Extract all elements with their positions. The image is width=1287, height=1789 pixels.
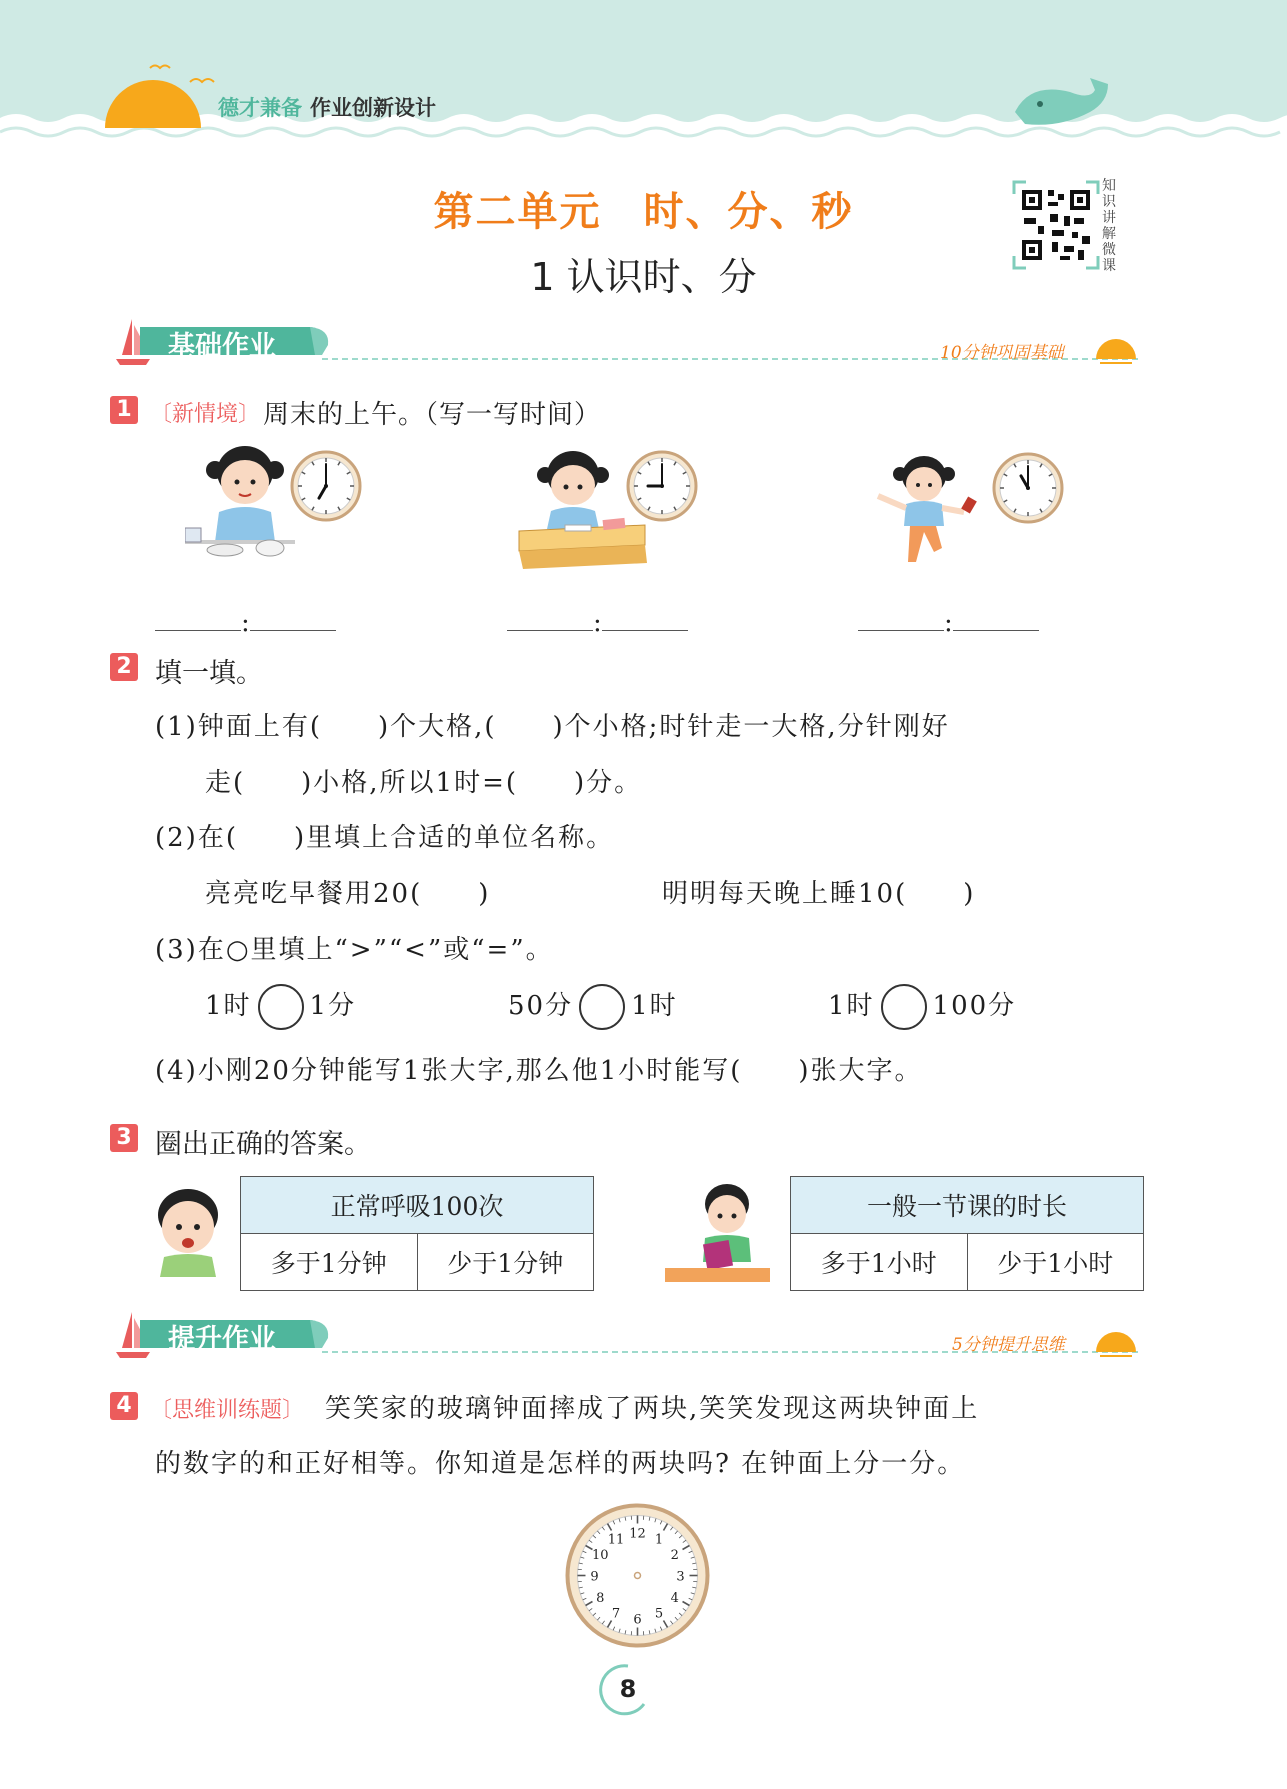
- boy-icon: [150, 1185, 225, 1277]
- series-subtitle: 作业创新设计: [310, 96, 436, 120]
- clock-numeral: 8: [596, 1591, 605, 1606]
- answer-blank-1[interactable]: [155, 608, 336, 638]
- compare-circle-3[interactable]: [881, 984, 927, 1030]
- colon: :: [241, 608, 250, 638]
- q2-part2-a: 亮亮吃早餐用20( ): [205, 879, 491, 909]
- colon: :: [593, 608, 602, 638]
- clock-numeral: 9: [590, 1569, 599, 1585]
- question-number-3: 3: [110, 1124, 138, 1152]
- compare-right: 100分: [932, 991, 1017, 1021]
- clock-numeral: 5: [654, 1606, 664, 1622]
- q2-part3: (3)在○里填上“>”“<”或“=”。: [155, 935, 554, 965]
- lesson-title: 1 认识时、分: [530, 255, 757, 299]
- clock-2-icon: [626, 450, 698, 522]
- answer-blank-3[interactable]: [858, 608, 1039, 638]
- question-tag-4: 〔思维训练题〕: [150, 1398, 305, 1423]
- question-number-2: 2: [110, 653, 138, 681]
- q2-part2-b: 明明每天晚上睡10( ): [662, 879, 976, 909]
- compare-left: 50分: [508, 991, 574, 1021]
- question-text-1: 周末的上午。（写一写时间）: [263, 400, 602, 430]
- compare-circle-2[interactable]: [579, 984, 625, 1030]
- answer-table-1: [240, 1176, 594, 1291]
- compare-left: 1时: [205, 991, 252, 1021]
- clock-numeral: 3: [676, 1569, 685, 1585]
- answer-blank-2[interactable]: [507, 608, 688, 638]
- question-text-4-line1: 笑笑家的玻璃钟面摔成了两块,笑笑发现这两块钟面上: [325, 1394, 980, 1424]
- boy-reading-icon: [665, 1180, 775, 1285]
- colon: :: [944, 608, 953, 638]
- option-cell[interactable]: 多于1分钟: [241, 1234, 418, 1291]
- q2-part4: (4)小刚20分钟能写1张大字,那么他1小时能写( )张大字。: [155, 1056, 923, 1086]
- compare-item-1: [205, 984, 356, 1030]
- option-cell[interactable]: 少于1分钟: [417, 1234, 594, 1291]
- clock-numeral: 10: [591, 1548, 609, 1563]
- q2-part2: (2)在( )里填上合适的单位名称。: [155, 823, 615, 853]
- table-head: 正常呼吸100次: [241, 1177, 594, 1234]
- clock-1-icon: [290, 450, 362, 522]
- girl-playing-icon: [872, 452, 982, 582]
- compare-left: 1时: [828, 991, 875, 1021]
- clock-numeral: 2: [670, 1548, 679, 1563]
- question-text-4-line2: 的数字的和正好相等。你知道是怎样的两块吗? 在钟面上分一分。: [155, 1449, 966, 1479]
- series-name: 德才兼备: [218, 96, 302, 120]
- option-cell[interactable]: 多于1小时: [791, 1234, 968, 1291]
- question-title-2: 填一填。: [155, 658, 263, 689]
- girl-eating-breakfast-icon: [185, 442, 295, 567]
- q2-part1-line1: (1)钟面上有( )个大格,( )个小格;时针走一大格,分针刚好: [155, 712, 950, 742]
- clock-numeral: 4: [670, 1591, 679, 1606]
- compare-item-3: [828, 984, 1016, 1030]
- clock-face-icon[interactable]: [565, 1503, 710, 1648]
- clock-numeral: 12: [629, 1526, 646, 1542]
- option-cell[interactable]: 少于1小时: [967, 1234, 1144, 1291]
- qr-code-icon[interactable]: [1012, 180, 1100, 270]
- compare-right: 1时: [631, 991, 678, 1021]
- question-tag-1: 〔新情境〕: [150, 402, 261, 427]
- question-number-1: 1: [110, 396, 138, 424]
- section-label-basic: 基础作业: [168, 331, 276, 362]
- unit-title: 第二单元 时、分、秒: [433, 189, 854, 235]
- header-band: [0, 0, 1287, 150]
- compare-item-2: [508, 984, 678, 1030]
- page-number: 8: [619, 1675, 637, 1703]
- qr-caption: 知识讲解微课: [1102, 178, 1116, 274]
- table-head: 一般一节课的时长: [791, 1177, 1144, 1234]
- section-note-advanced: 5分钟提升思维: [952, 1335, 1065, 1355]
- clock-3-icon: [992, 452, 1064, 524]
- clock-numeral: 6: [633, 1612, 642, 1628]
- question-title-3: 圈出正确的答案。: [155, 1129, 371, 1160]
- question-number-4: 4: [110, 1392, 138, 1420]
- answer-table-2: [790, 1176, 1144, 1291]
- clock-numeral: 11: [607, 1532, 625, 1548]
- compare-circle-1[interactable]: [258, 984, 304, 1030]
- section-label-advanced: 提升作业: [168, 1324, 276, 1355]
- clock-numeral: 1: [654, 1532, 664, 1548]
- clock-numeral: 7: [611, 1606, 621, 1622]
- q2-part1-line2: 走( )小格,所以1时=( )分。: [205, 768, 643, 798]
- section-note-basic: 10分钟巩固基础: [940, 343, 1064, 363]
- compare-right: 1分: [309, 991, 357, 1021]
